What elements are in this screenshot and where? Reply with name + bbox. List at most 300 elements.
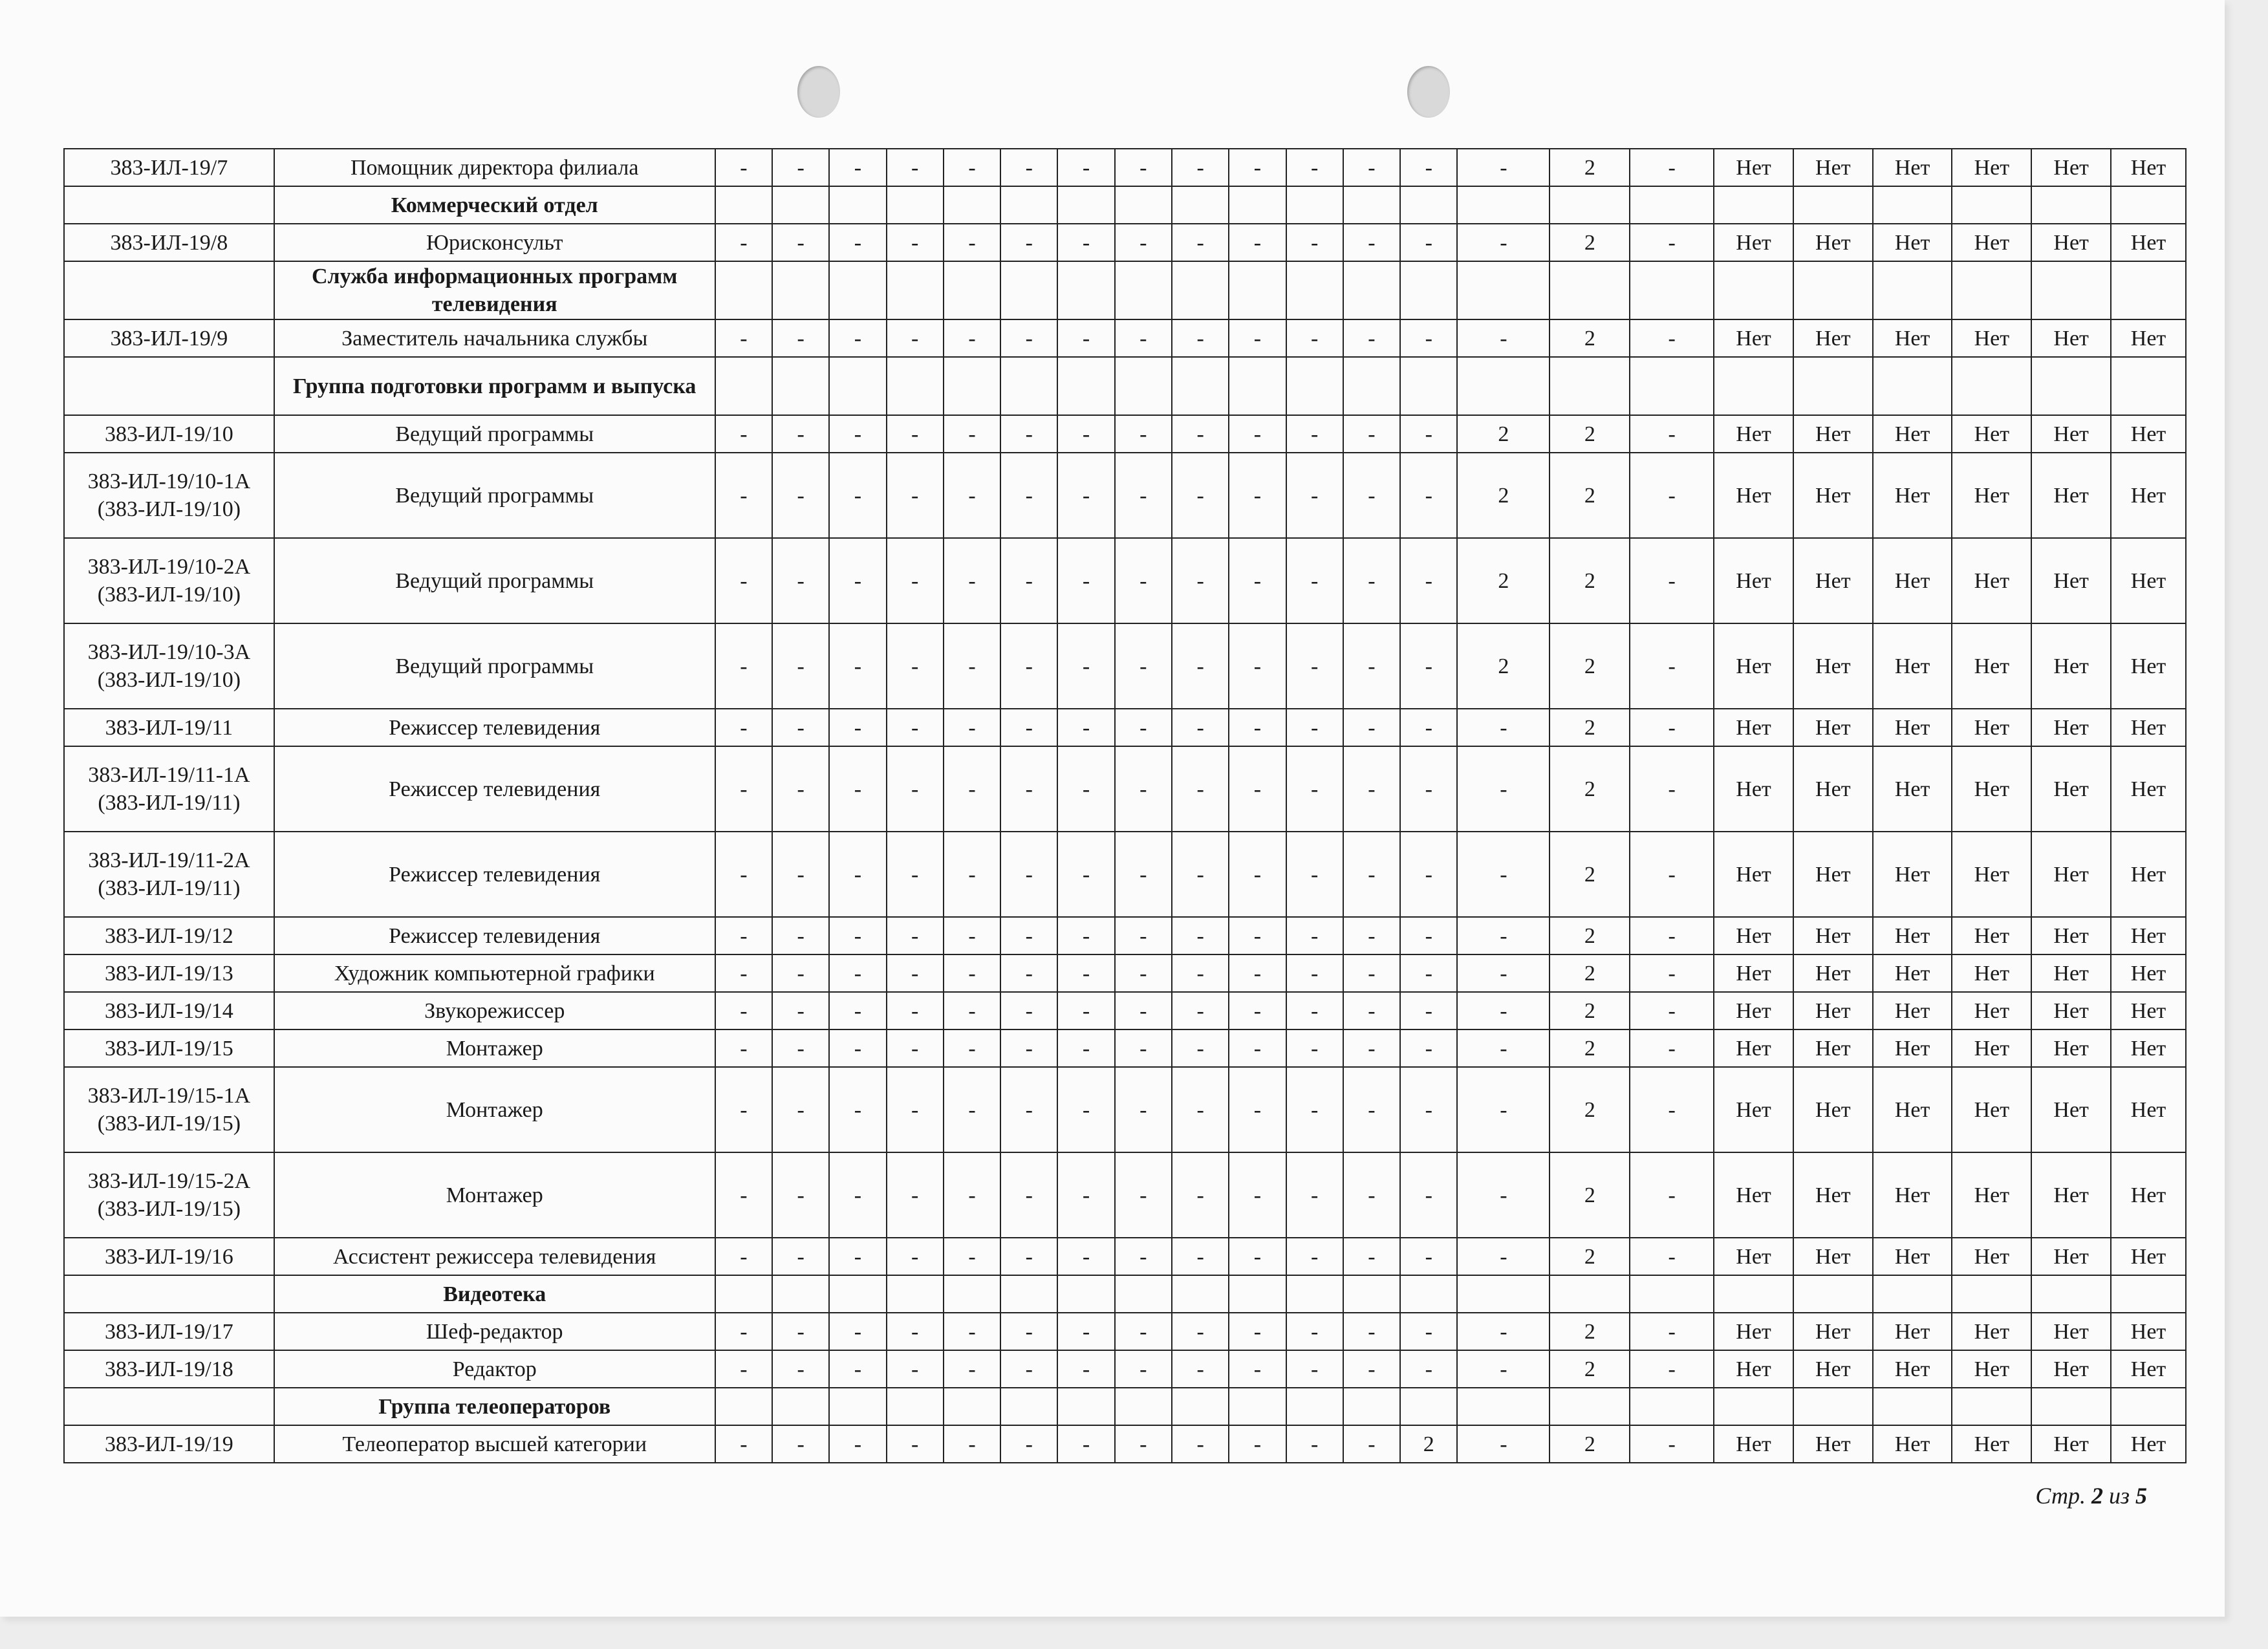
- empty-cell: [1343, 1275, 1400, 1313]
- value-cell: -: [1457, 1313, 1550, 1350]
- value-cell: -: [715, 623, 772, 709]
- value-cell: -: [829, 1313, 886, 1350]
- value-cell: -: [1286, 1313, 1343, 1350]
- value-cell: -: [772, 415, 829, 453]
- value-cell: -: [1057, 453, 1114, 538]
- punch-hole-left: [797, 66, 840, 118]
- value-cell: -: [772, 1238, 829, 1275]
- value-cell: Нет: [1873, 538, 1952, 623]
- value-cell: -: [1400, 1029, 1457, 1067]
- position-name: Режиссер телевидения: [274, 832, 715, 917]
- value-cell: -: [887, 538, 944, 623]
- empty-cell: [1952, 186, 2031, 224]
- value-cell: -: [1400, 1238, 1457, 1275]
- value-cell: -: [1400, 1152, 1457, 1238]
- value-cell: -: [1057, 1313, 1114, 1350]
- value-cell: 2: [1550, 538, 1630, 623]
- value-cell: 2: [1550, 149, 1630, 186]
- section-row: [64, 186, 2186, 224]
- position-code: 383-ИЛ-19/10: [64, 415, 274, 453]
- value-cell: -: [1000, 832, 1057, 917]
- empty-cell: [1873, 357, 1952, 415]
- table-row: [64, 224, 2186, 261]
- value-cell: Нет: [1952, 1152, 2031, 1238]
- value-cell: Нет: [2111, 917, 2186, 954]
- value-cell: -: [887, 453, 944, 538]
- value-cell: -: [1630, 1425, 1714, 1463]
- value-cell: Нет: [1793, 453, 1873, 538]
- position-name: Ведущий программы: [274, 453, 715, 538]
- value-cell: 2: [1550, 1029, 1630, 1067]
- value-cell: Нет: [1952, 954, 2031, 992]
- value-cell: -: [715, 453, 772, 538]
- value-cell: Нет: [1714, 623, 1793, 709]
- empty-cell: [1400, 1275, 1457, 1313]
- value-cell: -: [1115, 746, 1172, 832]
- value-cell: Нет: [1714, 149, 1793, 186]
- value-cell: -: [1630, 224, 1714, 261]
- table-row: [64, 1067, 2186, 1152]
- empty-cell: [772, 1388, 829, 1425]
- table-row: [64, 1238, 2186, 1275]
- value-cell: Нет: [1873, 319, 1952, 357]
- value-cell: Нет: [1873, 453, 1952, 538]
- position-code: 383-ИЛ-19/10-3А (383-ИЛ-19/10): [64, 623, 274, 709]
- value-cell: Нет: [1714, 224, 1793, 261]
- value-cell: -: [1286, 453, 1343, 538]
- value-cell: -: [1630, 1067, 1714, 1152]
- value-cell: -: [944, 1029, 1000, 1067]
- value-cell: -: [829, 1152, 886, 1238]
- value-cell: Нет: [2111, 538, 2186, 623]
- value-cell: -: [944, 224, 1000, 261]
- value-cell: -: [1343, 453, 1400, 538]
- empty-cell: [2111, 261, 2186, 319]
- value-cell: -: [829, 1067, 886, 1152]
- value-cell: -: [829, 992, 886, 1029]
- value-cell: Нет: [2031, 954, 2111, 992]
- value-cell: -: [829, 746, 886, 832]
- value-cell: 2: [1550, 709, 1630, 746]
- empty-cell: [829, 186, 886, 224]
- value-cell: -: [1229, 1350, 1286, 1388]
- empty-cell: [1793, 357, 1873, 415]
- value-cell: -: [829, 832, 886, 917]
- value-cell: Нет: [2111, 992, 2186, 1029]
- value-cell: Нет: [2111, 1350, 2186, 1388]
- value-cell: -: [772, 1067, 829, 1152]
- value-cell: -: [1457, 1067, 1550, 1152]
- position-code: 383-ИЛ-19/11-1А (383-ИЛ-19/11): [64, 746, 274, 832]
- section-row: [64, 357, 2186, 415]
- value-cell: -: [1286, 917, 1343, 954]
- value-cell: -: [1229, 453, 1286, 538]
- table-row: [64, 954, 2186, 992]
- empty-cell: [1343, 1388, 1400, 1425]
- position-code: 383-ИЛ-19/11-2А (383-ИЛ-19/11): [64, 832, 274, 917]
- value-cell: -: [1172, 832, 1229, 917]
- value-cell: -: [1343, 1313, 1400, 1350]
- section-code-cell: [64, 357, 274, 415]
- value-cell: -: [1286, 954, 1343, 992]
- section-code-cell: [64, 186, 274, 224]
- section-code-cell: [64, 261, 274, 319]
- empty-cell: [1550, 261, 1630, 319]
- value-cell: -: [1457, 1029, 1550, 1067]
- value-cell: -: [772, 746, 829, 832]
- value-cell: Нет: [1793, 1067, 1873, 1152]
- value-cell: Нет: [2031, 992, 2111, 1029]
- value-cell: -: [1115, 1152, 1172, 1238]
- value-cell: -: [1286, 224, 1343, 261]
- value-cell: -: [1115, 992, 1172, 1029]
- table-row: [64, 832, 2186, 917]
- position-code: 383-ИЛ-19/12: [64, 917, 274, 954]
- value-cell: -: [1229, 224, 1286, 261]
- value-cell: -: [1630, 1313, 1714, 1350]
- empty-cell: [2111, 357, 2186, 415]
- empty-cell: [1714, 1275, 1793, 1313]
- value-cell: Нет: [1873, 709, 1952, 746]
- empty-cell: [2031, 186, 2111, 224]
- value-cell: -: [1457, 1238, 1550, 1275]
- value-cell: 2: [1550, 832, 1630, 917]
- value-cell: -: [715, 319, 772, 357]
- value-cell: Нет: [1873, 746, 1952, 832]
- value-cell: -: [1400, 832, 1457, 917]
- value-cell: Нет: [2111, 709, 2186, 746]
- value-cell: -: [1115, 832, 1172, 917]
- value-cell: -: [1343, 917, 1400, 954]
- value-cell: Нет: [1793, 1425, 1873, 1463]
- table-row: [64, 709, 2186, 746]
- position-name: Ведущий программы: [274, 415, 715, 453]
- value-cell: -: [1115, 954, 1172, 992]
- value-cell: Нет: [2111, 1067, 2186, 1152]
- value-cell: -: [772, 1350, 829, 1388]
- value-cell: -: [887, 917, 944, 954]
- empty-cell: [1457, 261, 1550, 319]
- position-name: Ведущий программы: [274, 538, 715, 623]
- value-cell: Нет: [1873, 1350, 1952, 1388]
- value-cell: -: [715, 415, 772, 453]
- value-cell: Нет: [1873, 1425, 1952, 1463]
- empty-cell: [1714, 1388, 1793, 1425]
- value-cell: Нет: [2031, 1152, 2111, 1238]
- value-cell: -: [1057, 1350, 1114, 1388]
- empty-cell: [1714, 357, 1793, 415]
- empty-cell: [1630, 1275, 1714, 1313]
- value-cell: Нет: [2111, 453, 2186, 538]
- working-conditions-table: [63, 148, 2187, 1463]
- value-cell: -: [1343, 954, 1400, 992]
- value-cell: -: [1229, 832, 1286, 917]
- value-cell: -: [944, 538, 1000, 623]
- table-body: [64, 149, 2186, 1463]
- value-cell: -: [1630, 319, 1714, 357]
- section-heading: Группа подготовки программ и выпуска: [274, 357, 715, 415]
- value-cell: Нет: [1714, 917, 1793, 954]
- value-cell: -: [829, 1238, 886, 1275]
- value-cell: -: [1057, 1029, 1114, 1067]
- punch-hole-right: [1407, 66, 1450, 118]
- value-cell: -: [1286, 1152, 1343, 1238]
- empty-cell: [1952, 1275, 2031, 1313]
- empty-cell: [715, 261, 772, 319]
- value-cell: -: [1000, 415, 1057, 453]
- value-cell: 2: [1550, 954, 1630, 992]
- value-cell: -: [1229, 415, 1286, 453]
- empty-cell: [1286, 186, 1343, 224]
- value-cell: -: [1343, 149, 1400, 186]
- position-name: Монтажер: [274, 1152, 715, 1238]
- value-cell: -: [887, 992, 944, 1029]
- value-cell: -: [1630, 917, 1714, 954]
- empty-cell: [1793, 1275, 1873, 1313]
- value-cell: -: [1000, 319, 1057, 357]
- empty-cell: [1000, 186, 1057, 224]
- value-cell: Нет: [1714, 453, 1793, 538]
- value-cell: -: [1343, 1350, 1400, 1388]
- empty-cell: [1793, 261, 1873, 319]
- value-cell: Нет: [1793, 917, 1873, 954]
- value-cell: -: [1343, 623, 1400, 709]
- value-cell: Нет: [2111, 1238, 2186, 1275]
- empty-cell: [1172, 1275, 1229, 1313]
- value-cell: -: [1457, 709, 1550, 746]
- value-cell: -: [1115, 1425, 1172, 1463]
- empty-cell: [829, 261, 886, 319]
- value-cell: -: [772, 623, 829, 709]
- empty-cell: [772, 261, 829, 319]
- empty-cell: [2031, 1388, 2111, 1425]
- value-cell: 2: [1550, 1313, 1630, 1350]
- value-cell: -: [1172, 917, 1229, 954]
- value-cell: -: [1457, 746, 1550, 832]
- value-cell: Нет: [1714, 1313, 1793, 1350]
- value-cell: Нет: [1873, 1238, 1952, 1275]
- position-code: 383-ИЛ-19/9: [64, 319, 274, 357]
- value-cell: -: [1000, 224, 1057, 261]
- empty-cell: [887, 1388, 944, 1425]
- value-cell: -: [1172, 319, 1229, 357]
- value-cell: -: [772, 992, 829, 1029]
- value-cell: -: [715, 1152, 772, 1238]
- value-cell: Нет: [1873, 1067, 1952, 1152]
- table-row: [64, 992, 2186, 1029]
- empty-cell: [1172, 186, 1229, 224]
- value-cell: Нет: [1793, 1313, 1873, 1350]
- position-code: 383-ИЛ-19/19: [64, 1425, 274, 1463]
- value-cell: Нет: [1952, 319, 2031, 357]
- value-cell: Нет: [1793, 992, 1873, 1029]
- value-cell: -: [1172, 954, 1229, 992]
- value-cell: -: [1229, 1029, 1286, 1067]
- empty-cell: [1630, 1388, 1714, 1425]
- value-cell: -: [1000, 917, 1057, 954]
- empty-cell: [1400, 186, 1457, 224]
- position-name: Юрисконсульт: [274, 224, 715, 261]
- value-cell: -: [1000, 623, 1057, 709]
- value-cell: Нет: [1873, 224, 1952, 261]
- table-row: [64, 1350, 2186, 1388]
- empty-cell: [1000, 357, 1057, 415]
- value-cell: -: [1115, 453, 1172, 538]
- value-cell: -: [772, 954, 829, 992]
- empty-cell: [1714, 261, 1793, 319]
- value-cell: Нет: [1714, 992, 1793, 1029]
- value-cell: -: [1229, 709, 1286, 746]
- value-cell: -: [715, 832, 772, 917]
- value-cell: Нет: [2031, 1029, 2111, 1067]
- value-cell: 2: [1550, 992, 1630, 1029]
- value-cell: -: [1172, 1067, 1229, 1152]
- value-cell: -: [1286, 1238, 1343, 1275]
- value-cell: -: [1343, 832, 1400, 917]
- value-cell: -: [1286, 1425, 1343, 1463]
- value-cell: -: [944, 415, 1000, 453]
- value-cell: -: [944, 917, 1000, 954]
- value-cell: -: [1229, 149, 1286, 186]
- value-cell: -: [1400, 538, 1457, 623]
- value-cell: -: [1286, 1029, 1343, 1067]
- empty-cell: [1057, 1388, 1114, 1425]
- value-cell: Нет: [1714, 538, 1793, 623]
- value-cell: Нет: [1873, 917, 1952, 954]
- value-cell: Нет: [1714, 415, 1793, 453]
- empty-cell: [1057, 186, 1114, 224]
- value-cell: -: [944, 832, 1000, 917]
- empty-cell: [944, 1388, 1000, 1425]
- value-cell: -: [829, 709, 886, 746]
- value-cell: Нет: [1873, 1029, 1952, 1067]
- position-code: 383-ИЛ-19/7: [64, 149, 274, 186]
- value-cell: -: [715, 149, 772, 186]
- empty-cell: [1550, 357, 1630, 415]
- table-row: [64, 453, 2186, 538]
- position-name: Шеф-редактор: [274, 1313, 715, 1350]
- section-row: [64, 1275, 2186, 1313]
- empty-cell: [1343, 261, 1400, 319]
- value-cell: -: [829, 1029, 886, 1067]
- position-code: 383-ИЛ-19/14: [64, 992, 274, 1029]
- empty-cell: [1457, 1275, 1550, 1313]
- empty-cell: [1550, 1275, 1630, 1313]
- value-cell: -: [1000, 453, 1057, 538]
- value-cell: Нет: [1952, 832, 2031, 917]
- value-cell: Нет: [2031, 1350, 2111, 1388]
- value-cell: 2: [1457, 538, 1550, 623]
- value-cell: -: [1630, 415, 1714, 453]
- position-name: Ведущий программы: [274, 623, 715, 709]
- value-cell: -: [772, 917, 829, 954]
- value-cell: -: [1000, 1350, 1057, 1388]
- position-name: Режиссер телевидения: [274, 709, 715, 746]
- value-cell: Нет: [1714, 319, 1793, 357]
- value-cell: -: [772, 1425, 829, 1463]
- value-cell: Нет: [2031, 319, 2111, 357]
- empty-cell: [1873, 1388, 1952, 1425]
- value-cell: Нет: [1952, 709, 2031, 746]
- position-name: Заместитель начальника службы: [274, 319, 715, 357]
- empty-cell: [1115, 357, 1172, 415]
- value-cell: -: [772, 538, 829, 623]
- table-row: [64, 1425, 2186, 1463]
- position-name: Ассистент режиссера телевидения: [274, 1238, 715, 1275]
- position-name: Помощник директора филиала: [274, 149, 715, 186]
- empty-cell: [1286, 261, 1343, 319]
- value-cell: -: [772, 224, 829, 261]
- value-cell: Нет: [1952, 746, 2031, 832]
- footer-of: из: [2108, 1483, 2130, 1509]
- value-cell: -: [1000, 709, 1057, 746]
- section-code-cell: [64, 1275, 274, 1313]
- value-cell: -: [1057, 538, 1114, 623]
- value-cell: -: [1172, 623, 1229, 709]
- value-cell: -: [772, 1313, 829, 1350]
- section-heading: Группа телеоператоров: [274, 1388, 715, 1425]
- value-cell: Нет: [2111, 954, 2186, 992]
- value-cell: Нет: [1873, 832, 1952, 917]
- empty-cell: [1000, 1388, 1057, 1425]
- empty-cell: [1286, 1275, 1343, 1313]
- value-cell: Нет: [1793, 1350, 1873, 1388]
- value-cell: -: [715, 1238, 772, 1275]
- value-cell: Нет: [1714, 832, 1793, 917]
- value-cell: Нет: [1714, 746, 1793, 832]
- value-cell: -: [1229, 1238, 1286, 1275]
- empty-cell: [1115, 261, 1172, 319]
- value-cell: -: [1172, 1350, 1229, 1388]
- value-cell: -: [715, 1067, 772, 1152]
- value-cell: -: [1286, 149, 1343, 186]
- empty-cell: [1793, 1388, 1873, 1425]
- value-cell: -: [944, 453, 1000, 538]
- empty-cell: [1229, 261, 1286, 319]
- empty-cell: [2031, 1275, 2111, 1313]
- footer-total-pages: 5: [2135, 1483, 2147, 1509]
- table-row: [64, 149, 2186, 186]
- empty-cell: [887, 186, 944, 224]
- value-cell: -: [715, 746, 772, 832]
- empty-cell: [887, 261, 944, 319]
- value-cell: -: [1400, 746, 1457, 832]
- value-cell: -: [1115, 1238, 1172, 1275]
- value-cell: -: [1057, 224, 1114, 261]
- value-cell: -: [1343, 1238, 1400, 1275]
- value-cell: -: [1115, 538, 1172, 623]
- empty-cell: [944, 357, 1000, 415]
- value-cell: -: [1457, 917, 1550, 954]
- value-cell: Нет: [1952, 1067, 2031, 1152]
- value-cell: -: [715, 954, 772, 992]
- empty-cell: [1057, 357, 1114, 415]
- empty-cell: [1873, 186, 1952, 224]
- value-cell: -: [1457, 149, 1550, 186]
- value-cell: -: [1286, 623, 1343, 709]
- value-cell: Нет: [1952, 1425, 2031, 1463]
- value-cell: -: [1457, 832, 1550, 917]
- value-cell: -: [887, 224, 944, 261]
- value-cell: -: [887, 1238, 944, 1275]
- value-cell: 2: [1550, 917, 1630, 954]
- value-cell: -: [1630, 1350, 1714, 1388]
- value-cell: -: [1630, 1152, 1714, 1238]
- value-cell: Нет: [1952, 415, 2031, 453]
- value-cell: -: [829, 917, 886, 954]
- value-cell: -: [1057, 1425, 1114, 1463]
- position-code: 383-ИЛ-19/10-2А (383-ИЛ-19/10): [64, 538, 274, 623]
